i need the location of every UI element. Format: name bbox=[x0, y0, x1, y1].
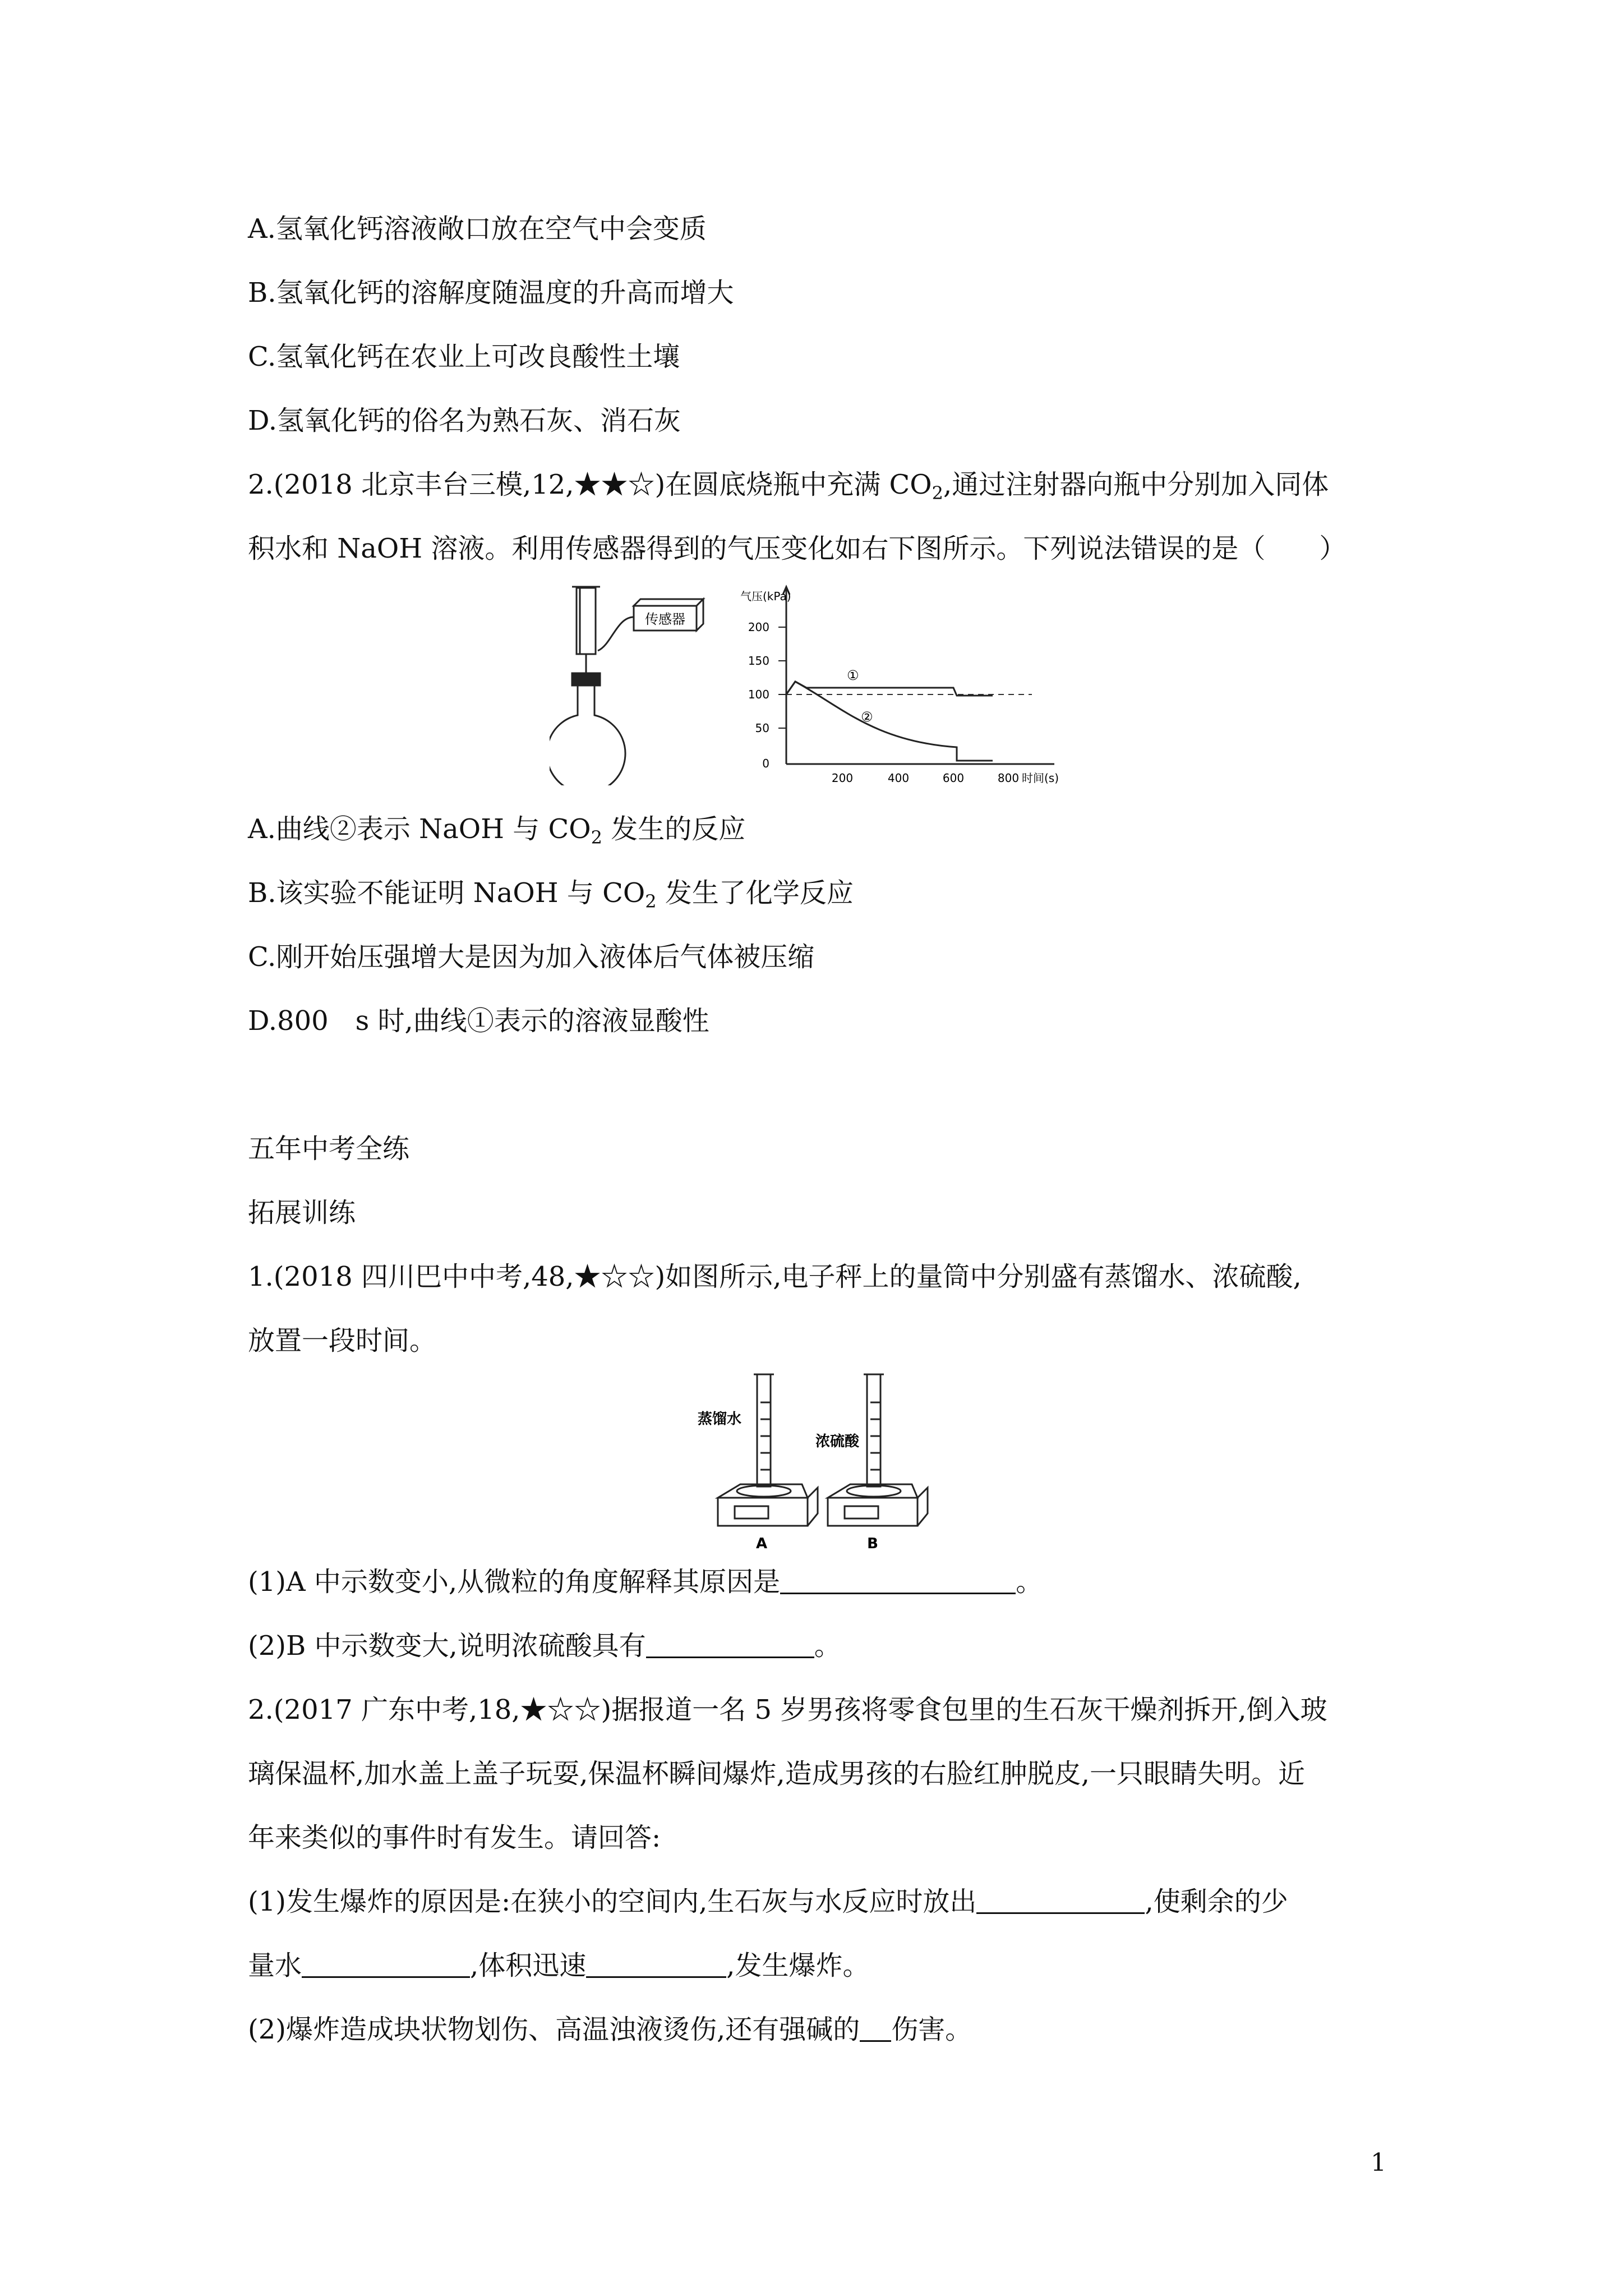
scale-b bbox=[828, 1484, 928, 1526]
option-2b-text-a: B.该实验不能证明 NaOH 与 CO bbox=[248, 877, 645, 909]
option-2a-text-b: 发生的反应 bbox=[602, 813, 746, 845]
option-2d: D.800 s 时,曲线①表示的溶液显酸性 bbox=[248, 1005, 709, 1037]
x-tick-400: 400 bbox=[887, 771, 910, 785]
page-number: 1 bbox=[1371, 2148, 1386, 2177]
syringe-flask-apparatus bbox=[550, 587, 634, 785]
subsection-title: 拓展训练 bbox=[248, 1197, 356, 1228]
question-1-part1 bbox=[248, 1565, 1043, 1599]
x-tick-200: 200 bbox=[831, 771, 854, 785]
y-tick-100: 100 bbox=[748, 688, 769, 701]
curve-1 bbox=[786, 682, 993, 696]
q2p1-text-c: 量水 bbox=[248, 1950, 302, 1981]
cylinder-scale-figure bbox=[695, 1363, 942, 1554]
question-1-stem-line1: 1.(2018 四川巴中中考,48,★☆☆)如图所示,电子秤上的量筒中分别盛有蒸馏水、浓硫酸, bbox=[248, 1261, 1302, 1292]
q2p1-answer-blank-3[interactable] bbox=[586, 1952, 726, 1978]
q1p2-text: (2)B 中示数变大,说明浓硫酸具有 bbox=[248, 1630, 646, 1662]
co2-subscript: 2 bbox=[645, 891, 657, 912]
q2p2-text-b: 伤害。 bbox=[891, 2014, 972, 2045]
question-2-stem-line1 bbox=[248, 468, 1329, 510]
q2p1-text-e: ,发生爆炸。 bbox=[726, 1950, 870, 1981]
q2p1-text-b: ,使剩余的少 bbox=[1145, 1886, 1288, 1917]
option-2b-text-b: 发生了化学反应 bbox=[656, 877, 854, 909]
option-2b bbox=[248, 876, 854, 918]
q1p1-end: 。 bbox=[1016, 1566, 1043, 1598]
q1p1-text: (1)A 中示数变小,从微粒的角度解释其原因是 bbox=[248, 1566, 781, 1598]
option-2a-text-a: A.曲线②表示 NaOH 与 CO bbox=[248, 813, 591, 845]
sensor-label: 传感器 bbox=[645, 611, 685, 627]
y-tick-200: 200 bbox=[748, 620, 769, 634]
cylinder-a bbox=[754, 1374, 774, 1487]
q2p2-text-a: (2)爆炸造成块状物划伤、高温浊液烫伤,还有强碱的 bbox=[248, 2014, 860, 2045]
option-1b: B.氢氧化钙的溶解度随温度的升高而增大 bbox=[248, 277, 734, 309]
option-2c: C.刚开始压强增大是因为加入液体后气体被压缩 bbox=[248, 941, 815, 973]
cylinder-b bbox=[864, 1374, 884, 1487]
distilled-water-label: 蒸馏水 bbox=[698, 1411, 742, 1428]
question-2b-stem-line2: 璃保温杯,加水盖上盖子玩耍,保温杯瞬间爆炸,造成男孩的右脸红肿脱皮,一只眼睛失明。近 bbox=[248, 1758, 1306, 1789]
caption-b: B bbox=[867, 1535, 878, 1552]
pressure-chart bbox=[740, 587, 1059, 785]
q2p1-text-a: (1)发生爆炸的原因是:在狭小的空间内,生石灰与水反应时放出 bbox=[248, 1886, 977, 1917]
question-2-stem-line2: 积水和 NaOH 溶液。利用传感器得到的气压变化如右下图所示。下列说法错误的是（ ） bbox=[248, 533, 1347, 564]
q1p2-answer-blank[interactable] bbox=[646, 1632, 814, 1658]
question-2b-part2 bbox=[248, 2013, 972, 2046]
co2-subscript: 2 bbox=[932, 482, 943, 504]
question-1-part2 bbox=[248, 1629, 841, 1663]
sulfuric-acid-label: 浓硫酸 bbox=[815, 1433, 860, 1450]
question-2b-stem-line3: 年来类似的事件时有发生。请回答: bbox=[248, 1822, 661, 1853]
q2p1-text-d: ,体积迅速 bbox=[470, 1950, 587, 1981]
co2-subscript: 2 bbox=[591, 827, 602, 848]
pressure-experiment-figure bbox=[550, 583, 1088, 785]
x-tick-600: 600 bbox=[942, 771, 965, 785]
option-1a: A.氢氧化钙溶液敞口放在空气中会变质 bbox=[248, 213, 707, 245]
question-2b-part1-line1 bbox=[248, 1885, 1288, 1918]
caption-a: A bbox=[755, 1535, 768, 1552]
option-1c: C.氢氧化钙在农业上可改良酸性土壤 bbox=[248, 341, 680, 372]
q1p1-answer-blank[interactable] bbox=[780, 1568, 1016, 1594]
curve-2-label: ② bbox=[861, 709, 873, 725]
q1p2-end: 。 bbox=[814, 1630, 841, 1662]
question-2-text-a: 2.(2018 北京丰台三模,12,★★☆)在圆底烧瓶中充满 CO bbox=[248, 469, 932, 500]
y-tick-150: 150 bbox=[748, 654, 769, 668]
question-2b-part1-line2 bbox=[248, 1949, 870, 1982]
x-axis-label: 时间(s) bbox=[1022, 771, 1059, 785]
sensor-box bbox=[634, 599, 703, 631]
x-tick-800: 800 bbox=[997, 771, 1020, 785]
curve-1-label: ① bbox=[847, 668, 859, 683]
question-1-stem-line2: 放置一段时间。 bbox=[248, 1325, 437, 1356]
scale-a bbox=[718, 1484, 818, 1526]
question-2-text-b: ,通过注射器向瓶中分别加入同体 bbox=[943, 469, 1329, 500]
option-2a bbox=[248, 812, 745, 854]
question-2b-stem-line1: 2.(2017 广东中考,18,★☆☆)据报道一名 5 岁男孩将零食包里的生石灰干燥剂拆开,倒入玻 bbox=[248, 1694, 1327, 1726]
q2p1-answer-blank-1[interactable] bbox=[976, 1888, 1145, 1914]
curve-2 bbox=[786, 682, 993, 761]
q2p1-answer-blank-2[interactable] bbox=[302, 1952, 470, 1978]
y-axis-label: 气压(kPa) bbox=[740, 590, 791, 603]
y-tick-0: 0 bbox=[762, 757, 769, 770]
option-1d: D.氢氧化钙的俗名为熟石灰、消石灰 bbox=[248, 405, 681, 436]
section-title: 五年中考全练 bbox=[248, 1133, 410, 1165]
y-tick-50: 50 bbox=[755, 721, 769, 735]
q2p2-answer-blank[interactable] bbox=[860, 2016, 891, 2042]
